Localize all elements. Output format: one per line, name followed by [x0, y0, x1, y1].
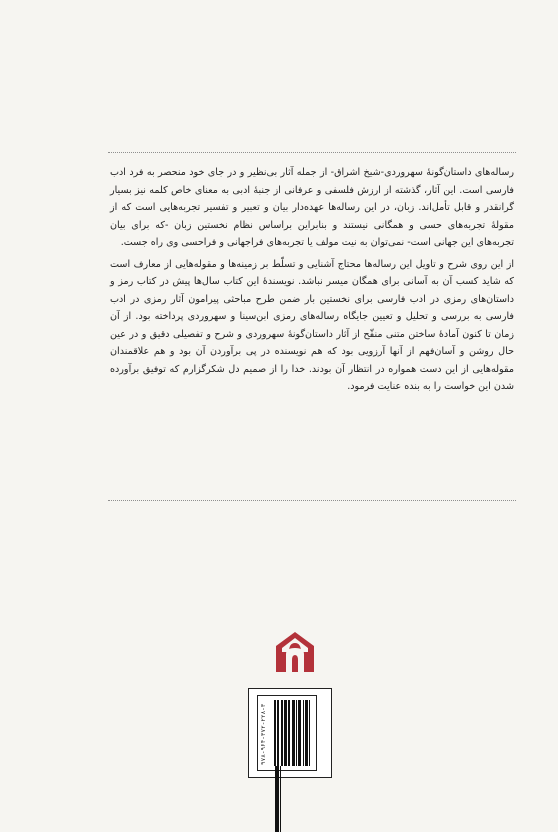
blurb-paragraph-1: رساله‌های داستان‌گونهٔ سهروردی-شیخ اشراق- از جمله آثار بی‌نظیر و در جای خود منحصر به فرد ادب فارسی است. این آثار، گذشته از ارزش فلسفی و عرفانی از جنبهٔ ادبی به معنای خاص کلمه نیز بسیار گرانقدر و قابل تأمل‌اند. زبان، در این رساله‌ها عهده‌دار بیان و تعبیر و تفسیر تجربه‌هایی است که از مقولهٔ تجربه‌های حسی و همگانی نیستند و بنابراین براساس نظام نخستین زبان -که برای بیان تجربه‌های این جهانی است- نمی‌توان به نیت مولف یا تجربه‌های فراجهانی و فراحسی وی راه جست. [110, 167, 514, 248]
publisher-logo-icon [273, 630, 317, 674]
barcode-bars [274, 700, 312, 766]
bottom-divider [108, 500, 516, 501]
barcode-bar [310, 700, 312, 766]
barcode [257, 695, 317, 771]
blurb-paragraph-2: از این روی شرح و تاویل این رساله‌ها محتاج آشنایی و تسلّط بر زمینه‌ها و مقوله‌هایی از معارف است که شاید کسب آن به آسانی برای همگان میسر نباشد. نویسندهٔ این کتاب سال‌ها پیش در کتاب رمز و داستان‌های رمزی در ادب فارسی برای نخستین بار ضمن طرح مباحثی پیرامون آثار رمزی در ادب فارسی به بررسی و تحلیل و تعیین جایگاه رساله‌های رمزی ابن‌سینا و سهروردی پرداخته بود. از آن زمان تا کنون آمادهٔ ساختن متنی منقّح از آثار داستان‌گونهٔ سهروردی و شرح و تفصیلی دقیق و در عین حال روشن و آسان‌فهم از آنها آرزویی بود که هم نویسنده در پی برآوردن آن بود و هم علاقمندان مقوله‌هایی از این دست همواره در انتظار آن بودند. خدا را از صمیم دل شکرگزارم که توفیق برآورده شدن این خواست را به بنده عنایت فرمود. [110, 258, 514, 392]
isbn-number: ۹۷۸-۹۶۴-۳۷۲-۲۲۸-۳ [260, 703, 267, 765]
barcode-bar [280, 766, 282, 832]
back-cover-blurb [110, 164, 514, 400]
barcode-sticker [248, 688, 332, 778]
top-divider [108, 152, 516, 153]
